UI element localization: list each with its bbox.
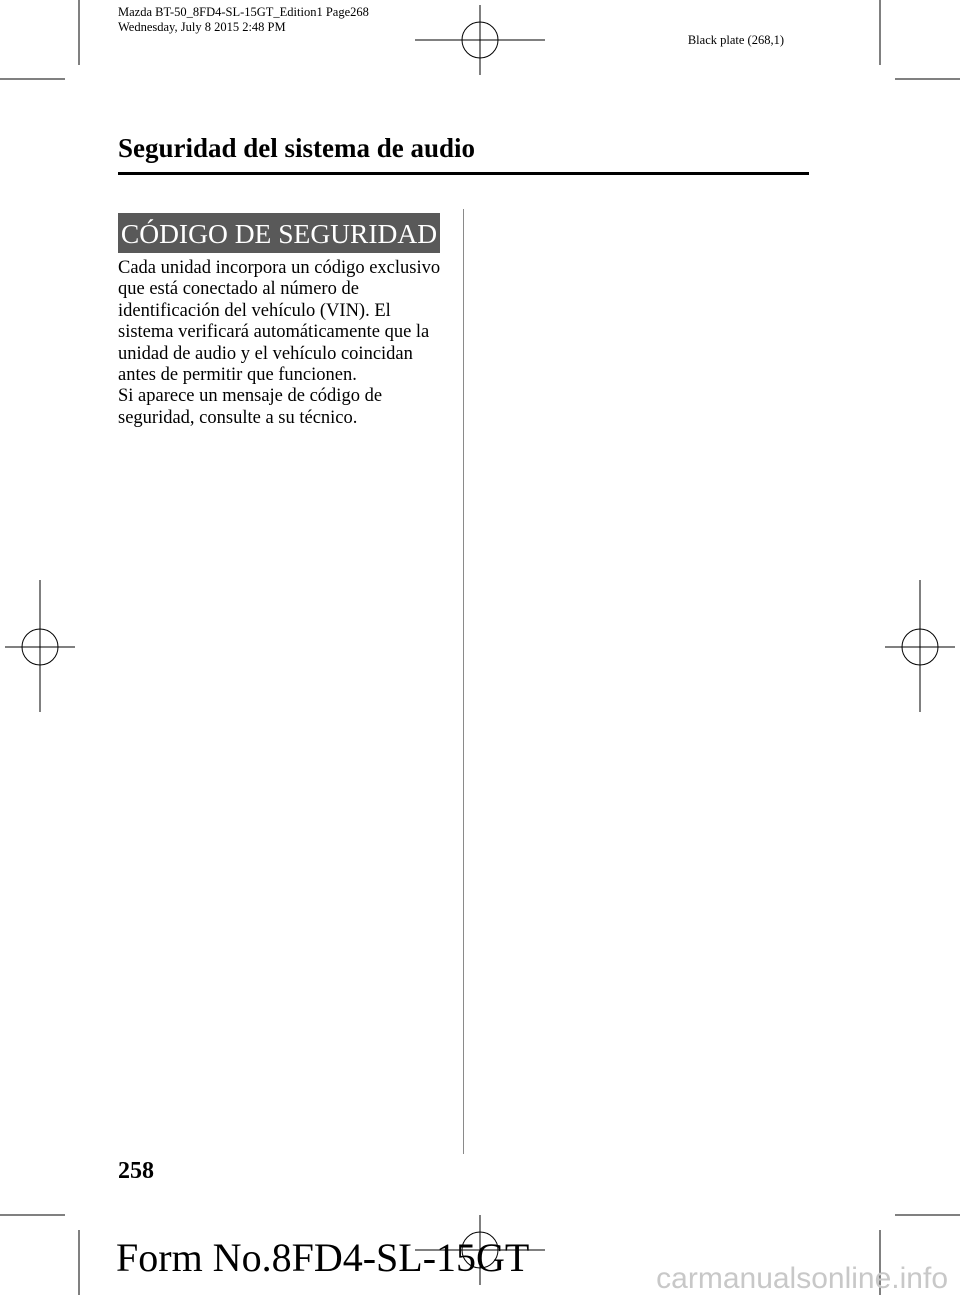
section-rule (118, 172, 809, 175)
registration-mark-top (415, 5, 545, 75)
slug-timestamp: Wednesday, July 8 2015 2:48 PM (118, 20, 286, 34)
body-text (118, 258, 448, 429)
column-divider (463, 209, 464, 1154)
registration-mark-left (5, 580, 75, 712)
section-title: Seguridad del sistema de audio (118, 133, 476, 163)
heading-banner: CÓDIGO DE SEGURIDAD (118, 213, 440, 253)
watermark: carmanualsonline.info (656, 1262, 948, 1295)
body-paragraph: Cada unidad incorpora un código exclusivo que está conectado al número de identificación del vehículo (VIN). El sistema verificará automáticamente que la unidad de audio y el vehículo coincidan antes de permitir que funcionen. (118, 258, 441, 386)
slug-file-info: Mazda BT-50_8FD4-SL-15GT_Edition1 Page268 (118, 5, 369, 19)
page-number: 258 (118, 1158, 154, 1184)
form-number: Form No.8FD4-SL-15GT (116, 1235, 530, 1280)
registration-mark-right (885, 580, 955, 712)
body-paragraph: Si aparece un mensaje de código de seguridad, consulte a su técnico. (118, 386, 383, 428)
plate-info: Black plate (268,1) (687, 33, 784, 47)
